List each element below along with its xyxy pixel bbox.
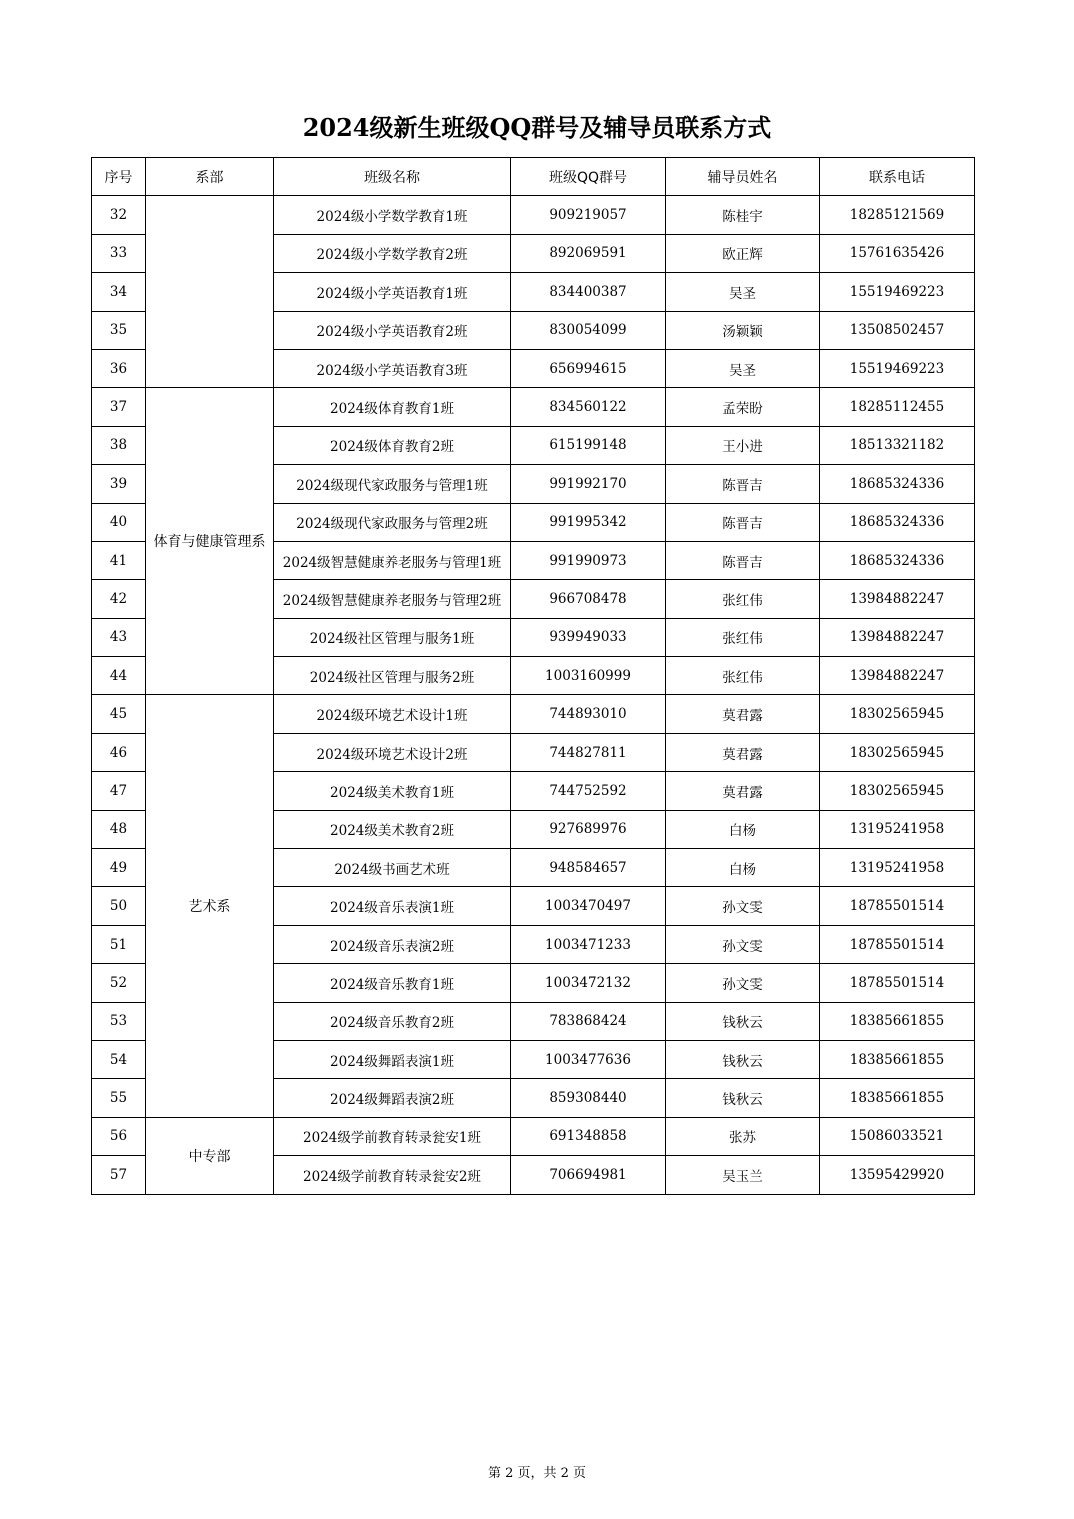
qq-group-number: 656994615 [511,349,666,387]
contact-phone: 18302565945 [820,772,975,810]
header-qq: 班级QQ群号 [511,158,666,196]
contact-phone: 13508502457 [820,311,975,349]
row-number: 39 [92,465,146,503]
class-name: 2024级社区管理与服务2班 [274,657,511,695]
contact-phone: 18302565945 [820,733,975,771]
contact-phone: 18385661855 [820,1079,975,1117]
counselor-name: 白杨 [666,849,820,887]
contact-phone: 13984882247 [820,618,975,656]
class-name: 2024级音乐教育1班 [274,964,511,1002]
contact-phone: 15519469223 [820,349,975,387]
counselor-name: 王小进 [666,426,820,464]
class-name: 2024级书画艺术班 [274,849,511,887]
contact-phone: 13984882247 [820,580,975,618]
row-number: 48 [92,810,146,848]
class-name: 2024级体育教育1班 [274,388,511,426]
counselor-name: 白杨 [666,810,820,848]
class-name: 2024级舞蹈表演2班 [274,1079,511,1117]
row-number: 44 [92,657,146,695]
qq-group-number: 927689976 [511,810,666,848]
counselor-name: 钱秋云 [666,1079,820,1117]
qq-group-number: 991992170 [511,465,666,503]
class-name: 2024级美术教育1班 [274,772,511,810]
contact-phone: 15086033521 [820,1117,975,1155]
contact-phone: 18785501514 [820,925,975,963]
class-name: 2024级学前教育转录瓮安2班 [274,1156,511,1194]
class-name: 2024级小学数学教育2班 [274,234,511,272]
class-name: 2024级美术教育2班 [274,810,511,848]
class-name: 2024级舞蹈表演1班 [274,1040,511,1078]
qq-group-number: 909219057 [511,196,666,234]
counselor-name: 吴玉兰 [666,1156,820,1194]
counselor-name: 张红伟 [666,618,820,656]
contact-phone: 18685324336 [820,541,975,579]
class-name: 2024级社区管理与服务1班 [274,618,511,656]
counselor-name: 张红伟 [666,580,820,618]
class-name: 2024级现代家政服务与管理2班 [274,503,511,541]
class-name: 2024级环境艺术设计2班 [274,733,511,771]
contact-phone: 18302565945 [820,695,975,733]
class-name: 2024级体育教育2班 [274,426,511,464]
table-row [92,695,975,733]
row-number: 50 [92,887,146,925]
row-number: 37 [92,388,146,426]
contact-phone: 18785501514 [820,887,975,925]
qq-group-number: 991990973 [511,541,666,579]
qq-group-number: 939949033 [511,618,666,656]
qq-group-number: 706694981 [511,1156,666,1194]
class-name: 2024级智慧健康养老服务与管理1班 [274,541,511,579]
class-name: 2024级小学英语教育2班 [274,311,511,349]
class-name: 2024级智慧健康养老服务与管理2班 [274,580,511,618]
counselor-name: 吴圣 [666,273,820,311]
qq-group-number: 1003160999 [511,657,666,695]
roster-table [91,157,975,1195]
qq-group-number: 744752592 [511,772,666,810]
row-number: 51 [92,925,146,963]
counselor-name: 莫君露 [666,695,820,733]
contact-phone: 13195241958 [820,810,975,848]
header-counselor: 辅导员姓名 [666,158,820,196]
row-number: 32 [92,196,146,234]
class-name: 2024级学前教育转录瓮安1班 [274,1117,511,1155]
row-number: 35 [92,311,146,349]
row-number: 33 [92,234,146,272]
qq-group-number: 966708478 [511,580,666,618]
class-name: 2024级现代家政服务与管理1班 [274,465,511,503]
contact-phone: 15519469223 [820,273,975,311]
counselor-name: 莫君露 [666,772,820,810]
table-body [92,196,975,1194]
counselor-name: 孙文雯 [666,925,820,963]
counselor-name: 陈桂宇 [666,196,820,234]
page-footer: 第 2 页，共 2 页 [487,1466,587,1481]
qq-group-number: 991995342 [511,503,666,541]
qq-group-number: 948584657 [511,849,666,887]
row-number: 46 [92,733,146,771]
row-number: 49 [92,849,146,887]
qq-group-number: 744893010 [511,695,666,733]
header-phone: 联系电话 [820,158,975,196]
class-name: 2024级环境艺术设计1班 [274,695,511,733]
row-number: 57 [92,1156,146,1194]
row-number: 34 [92,273,146,311]
class-name: 2024级音乐表演2班 [274,925,511,963]
qq-group-number: 834400387 [511,273,666,311]
qq-group-number: 1003470497 [511,887,666,925]
row-number: 41 [92,541,146,579]
qq-group-number: 1003472132 [511,964,666,1002]
counselor-name: 吴圣 [666,349,820,387]
qq-group-number: 615199148 [511,426,666,464]
contact-phone: 13195241958 [820,849,975,887]
department-cell [146,196,274,388]
table-header-row [92,158,975,196]
contact-phone: 13984882247 [820,657,975,695]
qq-group-number: 892069591 [511,234,666,272]
row-number: 43 [92,618,146,656]
row-number: 36 [92,349,146,387]
row-number: 42 [92,580,146,618]
qq-group-number: 834560122 [511,388,666,426]
row-number: 38 [92,426,146,464]
counselor-name: 陈晋吉 [666,541,820,579]
contact-phone: 18285112455 [820,388,975,426]
class-name: 2024级小学英语教育3班 [274,349,511,387]
qq-group-number: 1003471233 [511,925,666,963]
header-dept: 系部 [146,158,274,196]
table-row [92,196,975,234]
contact-phone: 18685324336 [820,465,975,503]
header-class: 班级名称 [274,158,511,196]
counselor-name: 张苏 [666,1117,820,1155]
counselor-name: 钱秋云 [666,1040,820,1078]
contact-phone: 18385661855 [820,1002,975,1040]
counselor-name: 张红伟 [666,657,820,695]
page-title: 2024级新生班级QQ群号及辅导员联系方式 [302,113,772,142]
department-cell: 体育与健康管理系 [146,388,274,695]
table-row [92,1117,975,1155]
department-cell: 艺术系 [146,695,274,1117]
row-number: 45 [92,695,146,733]
contact-phone: 18513321182 [820,426,975,464]
qq-group-number: 859308440 [511,1079,666,1117]
row-number: 54 [92,1040,146,1078]
class-name: 2024级音乐表演1班 [274,887,511,925]
contact-phone: 18285121569 [820,196,975,234]
qq-group-number: 830054099 [511,311,666,349]
qq-group-number: 1003477636 [511,1040,666,1078]
class-name: 2024级小学数学教育1班 [274,196,511,234]
row-number: 55 [92,1079,146,1117]
table-row [92,388,975,426]
contact-phone: 15761635426 [820,234,975,272]
department-cell: 中专部 [146,1117,274,1194]
counselor-name: 孙文雯 [666,964,820,1002]
counselor-name: 莫君露 [666,733,820,771]
counselor-name: 欧正辉 [666,234,820,272]
qq-group-number: 783868424 [511,1002,666,1040]
contact-phone: 13595429920 [820,1156,975,1194]
class-name: 2024级小学英语教育1班 [274,273,511,311]
class-name: 2024级音乐教育2班 [274,1002,511,1040]
counselor-name: 钱秋云 [666,1002,820,1040]
contact-phone: 18785501514 [820,964,975,1002]
counselor-name: 孙文雯 [666,887,820,925]
header-no: 序号 [92,158,146,196]
contact-phone: 18685324336 [820,503,975,541]
qq-group-number: 744827811 [511,733,666,771]
row-number: 52 [92,964,146,1002]
counselor-name: 孟荣盼 [666,388,820,426]
contact-phone: 18385661855 [820,1040,975,1078]
counselor-name: 陈晋吉 [666,465,820,503]
counselor-name: 汤颖颖 [666,311,820,349]
counselor-name: 陈晋吉 [666,503,820,541]
row-number: 56 [92,1117,146,1155]
row-number: 53 [92,1002,146,1040]
row-number: 40 [92,503,146,541]
qq-group-number: 691348858 [511,1117,666,1155]
row-number: 47 [92,772,146,810]
